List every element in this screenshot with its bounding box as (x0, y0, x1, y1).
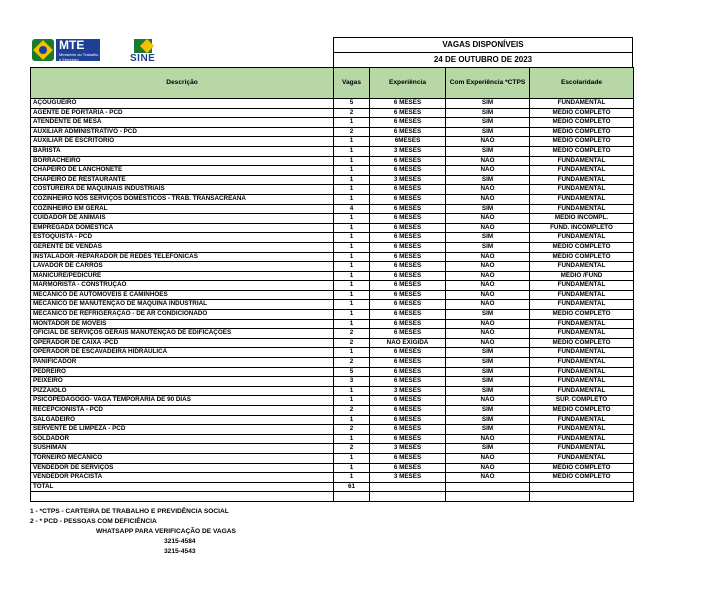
cell-descricao: COSTUREIRA DE MÁQUINAIS INDUSTRIAIS (31, 185, 334, 195)
cell-descricao: SALGADEIRO (31, 415, 334, 425)
table-row (31, 396, 634, 406)
cell-vagas: 2 (334, 358, 370, 368)
cell-vagas: 1 (334, 310, 370, 320)
cell-descricao: RECEPCIONISTA - PCD (31, 406, 334, 416)
cell-escolaridade: FUNDAMENTAL (530, 453, 634, 463)
cell-experiencia: 6 MESES (370, 358, 446, 368)
cell-descricao: MANICURE/PEDICURE (31, 271, 334, 281)
cell-escolaridade: MÉDIO COMPLETO (530, 252, 634, 262)
cell-descricao: OFICIAL DE SERVIÇOS GERAIS MANUTENÇÃO DE EDIFICAÇÕES (31, 329, 334, 339)
cell-descricao: PSICOPEDAGOGO- VAGA TEMPORÁRIA DE 90 DIAS (31, 396, 334, 406)
cell-descricao: PEDREIRO (31, 367, 334, 377)
cell-escolaridade: MÉDIO COMPLETO (530, 118, 634, 128)
cell-descricao: COZINHEIRO EM GERAL (31, 204, 334, 214)
cell-vagas: 3 (334, 377, 370, 387)
cell-ctps: NÃO (446, 319, 530, 329)
cell-vagas: 2 (334, 329, 370, 339)
cell-vagas: 1 (334, 118, 370, 128)
cell-ctps: NÃO (446, 473, 530, 483)
table-row (31, 434, 634, 444)
cell-escolaridade: FUNDAMENTAL (530, 262, 634, 272)
cell-descricao: COZINHEIRO NOS SERVIÇOS DOMESTICOS - TRAB. TRANSACREANA (31, 194, 334, 204)
cell-experiencia: 6 MESES (370, 310, 446, 320)
cell-descricao: CUIDADOR DE ANIMAIS (31, 214, 334, 224)
cell-experiencia: 6 MESES (370, 99, 446, 109)
cell-experiencia (370, 482, 446, 492)
cell-experiencia: 6 MESES (370, 406, 446, 416)
cell-ctps: NÃO (446, 300, 530, 310)
table-row (31, 463, 634, 473)
cell-experiencia: 3 MESES (370, 386, 446, 396)
cell-escolaridade: MÉDIO COMPLETO (530, 127, 634, 137)
cell-vagas: 1 (334, 386, 370, 396)
cell-experiencia: 6 MESES (370, 319, 446, 329)
cell-descricao: LAVADOR DE CARROS (31, 262, 334, 272)
cell-experiencia: 6 MESES (370, 453, 446, 463)
table-row (31, 233, 634, 243)
cell-ctps: NÃO (446, 262, 530, 272)
table-row (31, 444, 634, 454)
cell-experiencia: 6 MESES (370, 415, 446, 425)
cell-vagas: 1 (334, 434, 370, 444)
cell-ctps: SIM (446, 127, 530, 137)
cell-escolaridade: FUNDAMENTAL (530, 358, 634, 368)
cell-escolaridade: FUNDAMENTAL (530, 386, 634, 396)
cell-experiencia: 6 MESES (370, 223, 446, 233)
cell-vagas: 2 (334, 406, 370, 416)
cell-descricao: OPERADOR DE CAIXA -PCD (31, 338, 334, 348)
cell-experiencia: 6 MESES (370, 463, 446, 473)
cell-experiencia: 6 MESES (370, 242, 446, 252)
table-row (31, 319, 634, 329)
cell-escolaridade: SUP. COMPLETO (530, 396, 634, 406)
table-row (31, 453, 634, 463)
table-row (31, 204, 634, 214)
cell-vagas: 2 (334, 444, 370, 454)
cell-escolaridade: FUNDAMENTAL (530, 444, 634, 454)
cell-descricao: EMPREGADA DOMÉSTICA (31, 223, 334, 233)
cell-descricao: ATENDENTE DE MESA (31, 118, 334, 128)
cell-ctps: NÃO (446, 453, 530, 463)
cell-vagas: 1 (334, 319, 370, 329)
cell-vagas: 1 (334, 156, 370, 166)
cell-ctps (446, 492, 530, 502)
note-ctps: 1 - *CTPS - CARTEIRA DE TRABALHO E PREVIDÊNCIA SOCIAL (30, 508, 229, 515)
cell-descricao: BORRACHEIRO (31, 156, 334, 166)
table-row (31, 214, 634, 224)
cell-vagas: 1 (334, 262, 370, 272)
cell-vagas: 2 (334, 108, 370, 118)
page-date: 24 DE OUTUBRO DE 2023 (334, 52, 632, 67)
table-row (31, 118, 634, 128)
cell-descricao: AUXILIAR DE ESCRITÓRIO (31, 137, 334, 147)
cell-experiencia: 6 MESES (370, 233, 446, 243)
cell-ctps: NÃO (446, 290, 530, 300)
cell-ctps: NÃO (446, 194, 530, 204)
title-box (333, 37, 633, 68)
cell-vagas: 1 (334, 166, 370, 176)
cell-descricao: AÇOUGUEIRO (31, 99, 334, 109)
table-row (31, 348, 634, 358)
cell-descricao: TOTAL (31, 482, 334, 492)
cell-escolaridade: MÉDIO COMPLETO (530, 338, 634, 348)
cell-vagas: 5 (334, 99, 370, 109)
cell-escolaridade: FUNDAMENTAL (530, 300, 634, 310)
cell-descricao: AUXILIAR ADMINISTRATIVO - PCD (31, 127, 334, 137)
cell-ctps: SIM (446, 386, 530, 396)
brazil-flag-icon (134, 39, 152, 53)
cell-experiencia: 6 MESES (370, 262, 446, 272)
cell-experiencia: 6 MESES (370, 156, 446, 166)
cell-experiencia: 6 MESES (370, 425, 446, 435)
table-row (31, 482, 634, 492)
cell-ctps: SIM (446, 406, 530, 416)
cell-experiencia: 6MESES (370, 137, 446, 147)
cell-vagas: 5 (334, 367, 370, 377)
cell-experiencia: 6 MESES (370, 300, 446, 310)
cell-escolaridade: FUNDAMENTAL (530, 348, 634, 358)
cell-escolaridade: FUNDAMENTAL (530, 415, 634, 425)
cell-vagas: 1 (334, 242, 370, 252)
cell-descricao: TORNEIRO MECÂNICO (31, 453, 334, 463)
cell-experiencia: 6 MESES (370, 127, 446, 137)
brazil-flag-icon (32, 39, 54, 61)
table-row (31, 194, 634, 204)
cell-vagas: 1 (334, 271, 370, 281)
mte-sublabel: Ministério do Trabalho e Emprego (59, 52, 99, 62)
col-escolaridade: Escolaridade (530, 68, 634, 99)
cell-vagas: 1 (334, 463, 370, 473)
col-vagas: Vagas (334, 68, 370, 99)
table-row (31, 127, 634, 137)
cell-escolaridade: MÉDIO COMPLETO (530, 108, 634, 118)
cell-descricao: VENDEDOR DE SERVIÇOS (31, 463, 334, 473)
cell-escolaridade: FUNDAMENTAL (530, 99, 634, 109)
cell-escolaridade: FUNDAMENTAL (530, 367, 634, 377)
cell-experiencia: 6 MESES (370, 252, 446, 262)
cell-experiencia: 6 MESES (370, 166, 446, 176)
cell-experiencia: 6 MESES (370, 214, 446, 224)
cell-escolaridade: FUNDAMENTAL (530, 185, 634, 195)
cell-escolaridade: MÉDIO COMPLETO (530, 310, 634, 320)
table-row (31, 99, 634, 109)
table-row (31, 252, 634, 262)
cell-ctps: NÃO (446, 329, 530, 339)
sine-label: SINE (130, 53, 156, 64)
cell-escolaridade: FUNDAMENTAL (530, 377, 634, 387)
cell-experiencia: 6 MESES (370, 377, 446, 387)
table-row (31, 358, 634, 368)
cell-escolaridade: FUNDAMENTAL (530, 425, 634, 435)
cell-vagas (334, 492, 370, 502)
cell-descricao: PIZZAIOLO (31, 386, 334, 396)
table-row (31, 281, 634, 291)
cell-descricao: INSTALADOR -REPARADOR DE REDES TELEFÔNICAS (31, 252, 334, 262)
table-row (31, 242, 634, 252)
cell-escolaridade: MÉDIO COMPLETO (530, 137, 634, 147)
cell-escolaridade: MÉDIO COMPLETO (530, 146, 634, 156)
mte-label: MTE (59, 38, 85, 52)
cell-descricao: ESTOQUISTA - PCD (31, 233, 334, 243)
table-header-row (31, 68, 634, 99)
cell-ctps: SIM (446, 377, 530, 387)
cell-ctps: SIM (446, 175, 530, 185)
table-row (31, 415, 634, 425)
cell-ctps: NÃO (446, 166, 530, 176)
cell-vagas: 4 (334, 204, 370, 214)
cell-ctps (446, 482, 530, 492)
cell-experiencia: 3 MESES (370, 175, 446, 185)
cell-escolaridade: FUNDAMENTAL (530, 156, 634, 166)
table-row (31, 300, 634, 310)
cell-descricao: GERENTE DE VENDAS (31, 242, 334, 252)
note-pcd: 2 - * PCD - PESSOAS COM DEFICIÊNCIA (30, 518, 157, 525)
cell-experiencia (370, 492, 446, 502)
cell-ctps: NÃO (446, 252, 530, 262)
table-row (31, 406, 634, 416)
mte-logo (32, 39, 100, 63)
cell-escolaridade (530, 482, 634, 492)
cell-ctps: SIM (446, 425, 530, 435)
cell-vagas: 1 (334, 233, 370, 243)
table-row (31, 329, 634, 339)
cell-vagas: 1 (334, 473, 370, 483)
cell-vagas: 1 (334, 453, 370, 463)
cell-descricao: SUSHIMAN (31, 444, 334, 454)
cell-vagas: 1 (334, 300, 370, 310)
table-row (31, 473, 634, 483)
cell-descricao: PEIXEIRO (31, 377, 334, 387)
cell-escolaridade: MÉDIO COMPLETO (530, 473, 634, 483)
cell-ctps: NÃO (446, 396, 530, 406)
cell-escolaridade: FUNDAMENTAL (530, 233, 634, 243)
cell-descricao: MECÂNICO DE REFRIGERAÇÃO - DE AR CONDICIONADO (31, 310, 334, 320)
table-row (31, 166, 634, 176)
cell-ctps: SIM (446, 204, 530, 214)
cell-ctps: NÃO (446, 271, 530, 281)
cell-vagas: 2 (334, 127, 370, 137)
cell-escolaridade: FUNDAMENTAL (530, 319, 634, 329)
cell-escolaridade: MÉDIO INCOMPL. (530, 214, 634, 224)
cell-descricao (31, 492, 334, 502)
cell-ctps: SIM (446, 367, 530, 377)
cell-vagas: 1 (334, 214, 370, 224)
cell-vagas: 1 (334, 290, 370, 300)
phone-number: 3215-4584 (164, 538, 196, 545)
cell-experiencia: 6 MESES (370, 434, 446, 444)
cell-vagas: 1 (334, 175, 370, 185)
cell-escolaridade: FUNDAMENTAL (530, 175, 634, 185)
cell-ctps: SIM (446, 118, 530, 128)
cell-descricao: OPERADOR DE ESCAVADEIRA HIDRÁULICA (31, 348, 334, 358)
cell-escolaridade: FUNDAMENTAL (530, 204, 634, 214)
cell-experiencia: 6 MESES (370, 185, 446, 195)
cell-descricao: SERVENTE DE LIMPEZA - PCD (31, 425, 334, 435)
cell-escolaridade: MÉDIO COMPLETO (530, 406, 634, 416)
cell-ctps: NÃO (446, 156, 530, 166)
cell-vagas: 2 (334, 425, 370, 435)
table-row (31, 338, 634, 348)
cell-vagas: 1 (334, 194, 370, 204)
sine-logo (130, 39, 160, 67)
cell-vagas: 1 (334, 146, 370, 156)
col-descricao: Descrição (31, 68, 334, 99)
cell-descricao: PANIFICADOR (31, 358, 334, 368)
cell-descricao: VENDEDOR PRACISTA (31, 473, 334, 483)
cell-escolaridade: FUNDAMENTAL (530, 290, 634, 300)
table-row (31, 108, 634, 118)
cell-ctps: NÃO (446, 434, 530, 444)
cell-ctps: SIM (446, 233, 530, 243)
table-row (31, 425, 634, 435)
cell-experiencia: 6 MESES (370, 367, 446, 377)
cell-vagas: 1 (334, 396, 370, 406)
cell-descricao: MECÂNICO DE AUTOMÓVEIS E CAMINHÕES (31, 290, 334, 300)
cell-vagas: 1 (334, 415, 370, 425)
table-row (31, 185, 634, 195)
cell-escolaridade (530, 492, 634, 502)
cell-descricao: MECÂNICO DE MANUTENÇÃO DE MÁQUINA INDUSTRIAL (31, 300, 334, 310)
cell-experiencia: 3 MESES (370, 444, 446, 454)
cell-ctps: SIM (446, 242, 530, 252)
cell-experiencia: 6 MESES (370, 281, 446, 291)
cell-escolaridade: FUND. INCOMPLETO (530, 223, 634, 233)
cell-experiencia: 6 MESES (370, 108, 446, 118)
cell-ctps: NÃO (446, 185, 530, 195)
cell-escolaridade: MÉDIO /FUND (530, 271, 634, 281)
cell-ctps: SIM (446, 444, 530, 454)
cell-experiencia: 6 MESES (370, 194, 446, 204)
table-row (31, 271, 634, 281)
cell-ctps: NÃO (446, 214, 530, 224)
cell-ctps: NÃO (446, 137, 530, 147)
cell-experiencia: 3 MESES (370, 473, 446, 483)
cell-vagas: 61 (334, 482, 370, 492)
cell-descricao: BARISTA (31, 146, 334, 156)
col-experiencia: Experiência (370, 68, 446, 99)
job-vacancy-sheet (30, 37, 633, 502)
page-title: VAGAS DISPONÍVEIS (442, 40, 524, 49)
cell-experiencia: 3 MESES (370, 146, 446, 156)
cell-ctps: SIM (446, 146, 530, 156)
cell-vagas: 1 (334, 348, 370, 358)
cell-escolaridade: FUNDAMENTAL (530, 434, 634, 444)
cell-ctps: SIM (446, 348, 530, 358)
cell-vagas: 1 (334, 185, 370, 195)
table-row (31, 156, 634, 166)
table-row (31, 367, 634, 377)
sheet-header (30, 37, 633, 67)
cell-experiencia: 6 MESES (370, 396, 446, 406)
cell-ctps: SIM (446, 108, 530, 118)
cell-ctps: SIM (446, 415, 530, 425)
cell-experiencia: 6 MESES (370, 348, 446, 358)
cell-experiencia: 6 MESES (370, 118, 446, 128)
cell-ctps: SIM (446, 310, 530, 320)
cell-escolaridade: FUNDAMENTAL (530, 281, 634, 291)
table-row (31, 492, 634, 502)
table-row (31, 137, 634, 147)
cell-descricao: CHAPEIRO DE LANCHONETE (31, 166, 334, 176)
table-row (31, 290, 634, 300)
cell-experiencia: NÃO EXIGIDA (370, 338, 446, 348)
cell-vagas: 2 (334, 338, 370, 348)
cell-experiencia: 6 MESES (370, 329, 446, 339)
vacancy-table (30, 67, 634, 502)
cell-descricao: CHAPEIRO DE RESTAURANTE (31, 175, 334, 185)
cell-experiencia: 6 MESES (370, 204, 446, 214)
table-row (31, 223, 634, 233)
table-row (31, 262, 634, 272)
cell-vagas: 1 (334, 223, 370, 233)
cell-escolaridade: FUNDAMENTAL (530, 329, 634, 339)
cell-escolaridade: MÉDIO COMPLETO (530, 242, 634, 252)
whatsapp-note: WHATSAPP PARA VERIFICAÇÃO DE VAGAS (96, 528, 236, 535)
cell-experiencia: 6 MESES (370, 290, 446, 300)
cell-ctps: NÃO (446, 223, 530, 233)
table-row (31, 386, 634, 396)
cell-ctps: NÃO (446, 338, 530, 348)
cell-vagas: 1 (334, 252, 370, 262)
cell-ctps: SIM (446, 358, 530, 368)
cell-ctps: NÃO (446, 463, 530, 473)
cell-descricao: MONTADOR DE MÓVEIS (31, 319, 334, 329)
footnotes (30, 507, 236, 557)
cell-vagas: 1 (334, 281, 370, 291)
table-row (31, 175, 634, 185)
cell-escolaridade: FUNDAMENTAL (530, 194, 634, 204)
col-com-experiencia: Com Experiência *CTPS (446, 68, 530, 99)
cell-ctps: SIM (446, 99, 530, 109)
table-row (31, 310, 634, 320)
cell-experiencia: 6 MESES (370, 271, 446, 281)
cell-descricao: MARMORISTA - CONSTRUÇÃO (31, 281, 334, 291)
phone-number: 3215-4543 (164, 548, 196, 555)
cell-ctps: NÃO (446, 281, 530, 291)
cell-descricao: AGENTE DE PORTARIA - PCD (31, 108, 334, 118)
table-row (31, 146, 634, 156)
cell-escolaridade: FUNDAMENTAL (530, 166, 634, 176)
cell-descricao: SOLDADOR (31, 434, 334, 444)
cell-escolaridade: MÉDIO COMPLETO (530, 463, 634, 473)
table-row (31, 377, 634, 387)
cell-vagas: 1 (334, 137, 370, 147)
